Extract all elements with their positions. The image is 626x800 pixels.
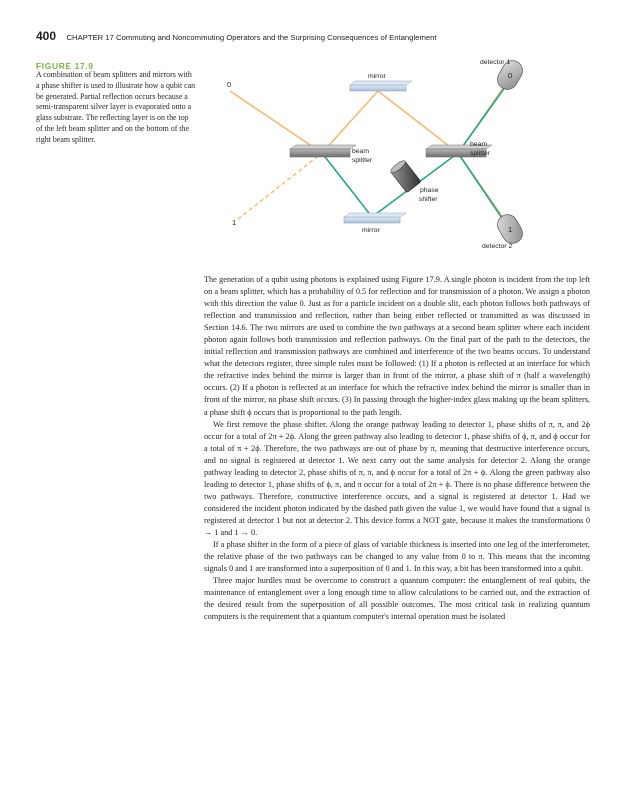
orange-incident-path [230,91,322,153]
beam-splitter-left [290,145,356,157]
mirror-bottom [344,213,406,223]
running-head: CHAPTER 17 Commuting and Noncommuting Operators and the Surprising Consequences of Entanglement [66,33,437,42]
figure-label: FIGURE 17.9 [36,61,94,71]
body-paragraph-2: We first remove the phase shifter. Along the orange pathway leading to detector 1, phase shifts of π, π, and 2ϕ occur for a total of 2π + 2ϕ. Along the green pathway also leading to detector 1, phase shifts of ϕ, π, and ϕ occur for a total of π + 2ϕ. Therefore, the two pathways are out of phase by π, meaning that destructive interference occurs, and no signal is registered at detector 1. We next carry out the same analysis for detector 2. Along the orange pathway leading to detector 2, phase shifts of π, π, and ϕ occur for a total of 2π + ϕ. Along the green pathway also leading to detector 1, phase shifts of ϕ, π, and π occur for a total of 2π + ϕ. There is no phase difference between the two pathways. Therefore, constructive interference occurs, and a signal is registered at detector 1. Had we considered the incident photon indicated by the dashed path given the value 1, we would have found that a signal is registered at detector 1 but not at detector 2. This device forms a NOT gate, because it makes the transformations 0 → 1 and 1 → 0. [204,419,590,537]
mirror-top-label: mirror [368,73,386,80]
beam-splitter-right-label-2: splitter [470,150,491,157]
beam-splitter-left-label-2: splitter [352,157,373,164]
dashed-input-path [238,153,322,219]
mirror-bottom-label: mirror [362,227,380,234]
phase-shifter-label: phase [420,187,439,194]
beam-splitter-left-label: beam [352,148,370,155]
input-1-label: 1 [232,218,237,227]
beam-splitter-right-label: beam [470,141,488,148]
phase-shifter-label-2: shifter [419,196,438,203]
running-header [36,27,596,41]
detector-2-label: detector 2 [482,243,513,250]
body-text [204,274,590,623]
interferometer-figure [210,55,555,255]
body-paragraph-1: The generation of a qubit using photons is explained using Figure 17.9. A single photon is incident from the top left on a beam splitter, which has a probability of 0.5 for reflection and for transmission of a photon. We assign a photon with this direction the value 0. Just as for a particle incident on a double slit, each photon follows both pathways of reflection and transmission and reflection, rather than being either reflected or transmitted as was discussed in Section 14.6. The two mirrors are used to combine the two pathways at a second beam splitter where each incident photon again follows both transmission and reflection pathways. On the final part of the path to the detectors, the initial reflection and transmission pathways are combined and interference of the two beams occurs. To understand what the detectors register, three simple rules must be followed: (1) If a photon is reflected at an interface for which the refractive index behind the mirror is larger than in front of the mirror, a phase shift of π (half a wavelength) occurs. (2) If a photon is reflected at an interface for which the refractive index behind the mirror is smaller than in front of the mirror, no phase shift occurs. (3) In passing through the higher-index glass making up the beam splitters, a phase shift ϕ occurs that is proportional to the path length. [204,275,590,417]
orange-reflected-path [322,91,378,153]
detector-1-label: detector 1 [480,59,511,66]
green-to-detector2-path [458,153,508,227]
detector-2-value: 1 [508,225,513,234]
orange-to-splitter-path [378,91,458,153]
page-number: 400 [36,29,57,43]
figure-caption: A combination of beam splitters and mirrors with a phase shifter is used to illustrate how a qubit can be generated. Partial reflection occurs because a semi-transparent silver layer is evaporated onto a glass substrate. The reflecting layer is on the top of the left beam splitter and on the bottom of the right beam splitter. [36,70,196,144]
input-0-label: 0 [227,80,232,89]
body-paragraph-3: If a phase shifter in the form of a piece of glass of variable thickness is inserted into one leg of the interferometer, the relative phase of the two pathways can be changed to any value from 0 to π. This means that the incoming signals 0 and 1 are transformed into a superposition of 0 and 1. In this way, a bit has been transformed into a qubit. [204,540,590,574]
mirror-top [350,81,412,91]
body-paragraph-4: Three major hurdles must be overcome to construct a quantum computer: the entanglement of real qubits, the maintenance of entanglement over a long enough time to allow calculations to be carried out, and the extraction of the desired result from the superposition of all possible outcomes. The most critical task in realizing quantum computers is the requirement that a quantum computer's internal operation must be isolated [204,576,590,622]
detector-1-value: 0 [508,71,513,80]
phase-shifter [389,159,421,193]
